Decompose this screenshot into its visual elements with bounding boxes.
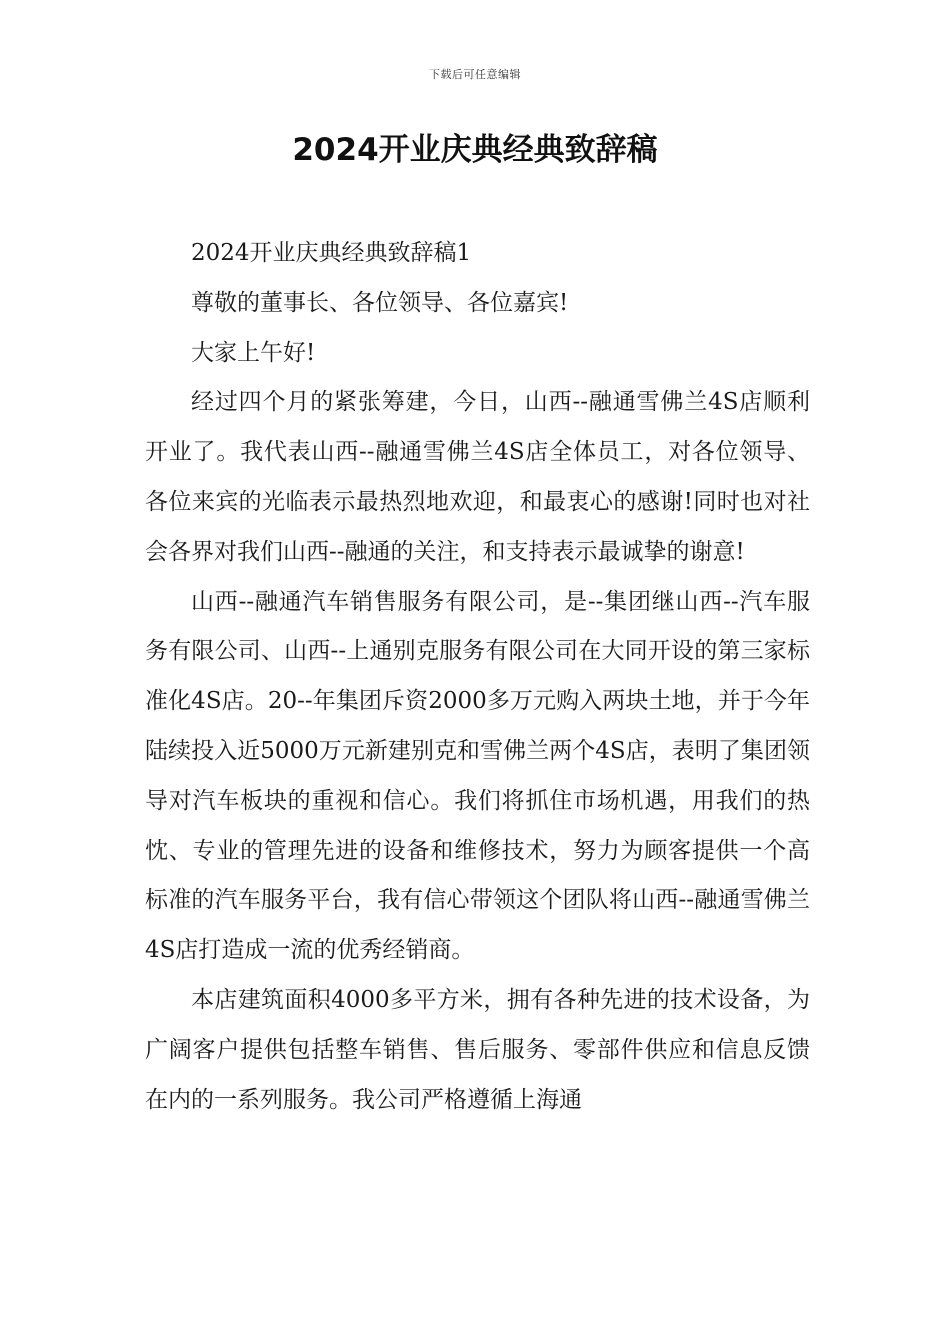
document-body: [145, 229, 810, 1125]
paragraph-subtitle: 2024开业庆典经典致辞稿1: [191, 240, 472, 266]
document-title: 2024开业庆典经典致辞稿: [292, 132, 658, 168]
paragraph-opening: 经过四个月的紧张筹建，今日，山西--融通雪佛兰4S店顺利开业了。我代表山西--融通雪佛兰4S店全体员工，对各位领导、各位来宾的光临表示最热烈地欢迎，和最衷心的感谢!同时也对社会各界对我们山西--融通的关注，和支持表示最诚挚的谢意!: [145, 389, 810, 565]
paragraph-company-intro: 山西--融通汽车销售服务有限公司，是--集团继山西--汽车服务有限公司、山西--上通别克服务有限公司在大同开设的第三家标准化4S店。20--年集团斥资2000多万元购入两块土地，并于今年陆续投入近5000万元新建别克和雪佛兰两个4S店，表明了集团领导对汽车板块的重视和信心。我们将抓住市场机遇，用我们的热忱、专业的管理先进的设备和维修技术，努力为顾客提供一个高标准的汽车服务平台，我有信心带领这个团队将山西--融通雪佛兰4S店打造成一流的优秀经销商。: [145, 588, 810, 964]
paragraph-salutation: 尊敬的董事长、各位领导、各位嘉宾!: [191, 289, 569, 316]
header-note: 下载后可任意编辑: [429, 68, 521, 81]
paragraph-facilities: 本店建筑面积4000多平方米，拥有各种先进的技术设备，为广阔客户提供包括整车销售、售后服务、零部件供应和信息反馈在内的一系列服务。我公司严格遵循上海通: [145, 986, 810, 1113]
paragraph-greeting: 大家上午好!: [191, 339, 316, 366]
